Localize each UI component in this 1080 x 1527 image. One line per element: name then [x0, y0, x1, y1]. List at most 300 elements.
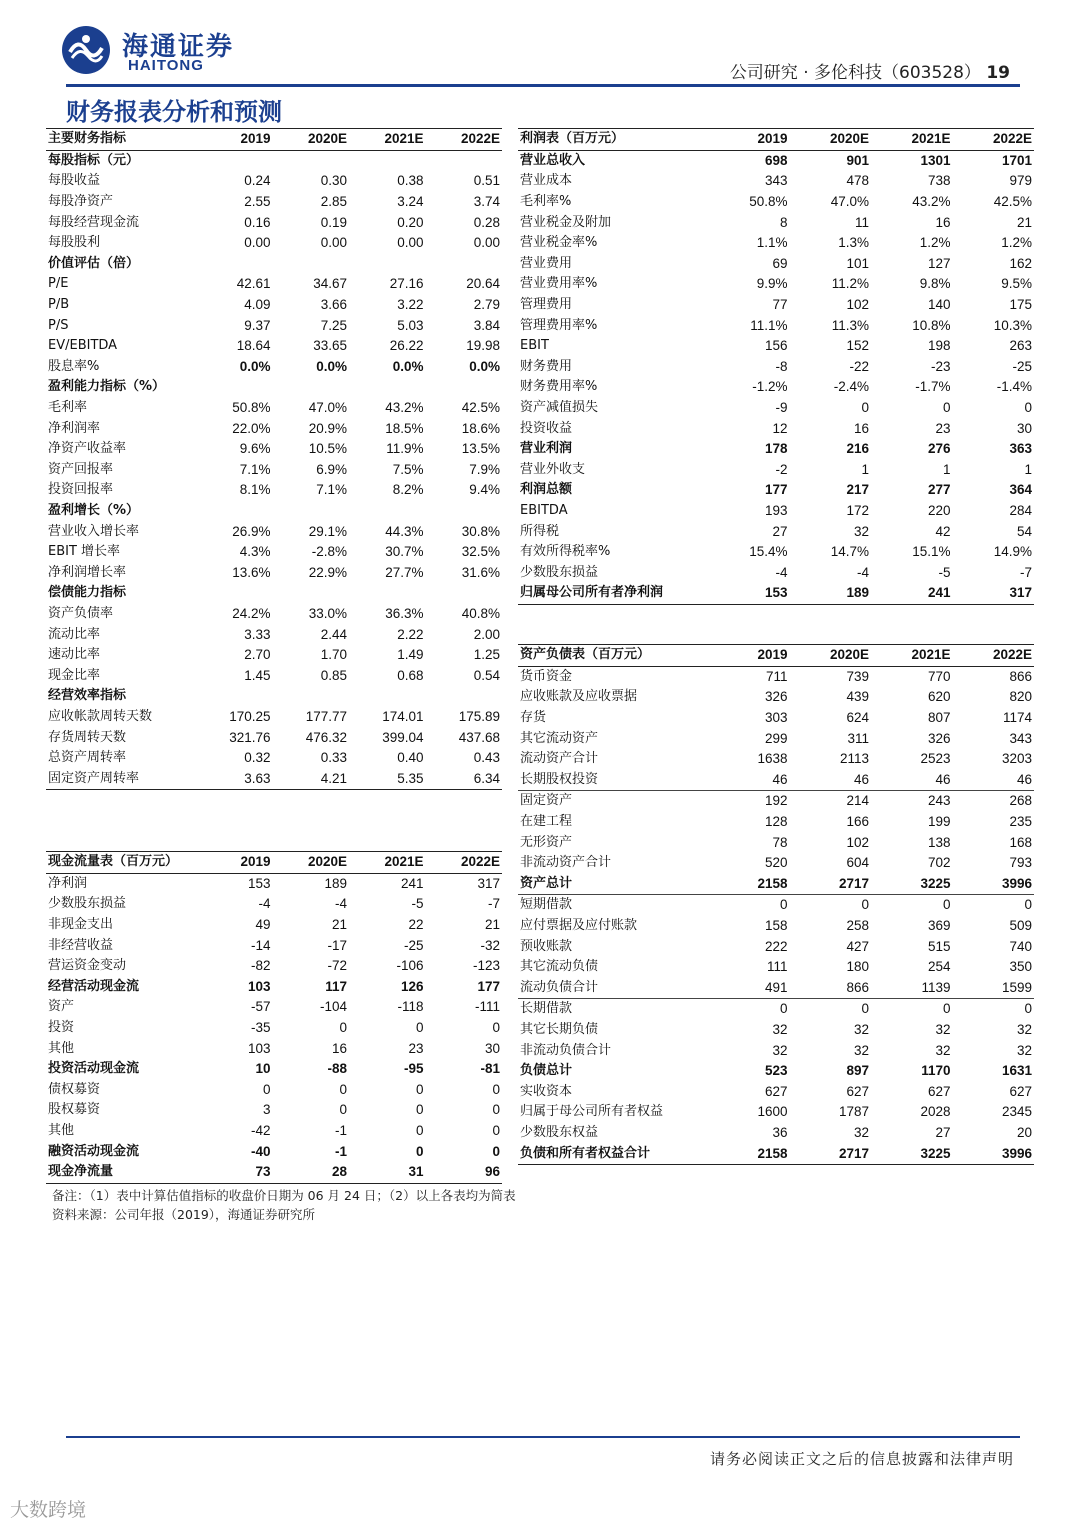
cell-value: 27 — [935, 1124, 951, 1140]
cell-value: 27.16 — [389, 276, 424, 292]
row-label: 少数股东损益 — [520, 564, 599, 580]
row-label: 资产负债率 — [48, 605, 114, 621]
row-label: 财务费用 — [520, 358, 573, 374]
cell-value: 46 — [772, 771, 788, 787]
cell-value: 153 — [247, 875, 271, 891]
haitong-logo-icon — [60, 24, 112, 76]
cell-value: 0.20 — [397, 214, 424, 230]
cell-value: 2717 — [790, 1143, 872, 1164]
cell-value: 0.68 — [397, 667, 424, 683]
table-row — [518, 832, 1034, 853]
cell-value — [349, 150, 426, 171]
cell-value: 18.6% — [461, 420, 500, 436]
data-source: 资料来源：公司年报（2019），海通证券研究所 — [52, 1207, 316, 1222]
table-row — [46, 357, 502, 378]
cell-value: 162 — [1009, 255, 1032, 271]
cell-value: 175.89 — [458, 708, 500, 724]
cell-value: 478 — [846, 173, 869, 189]
table-row — [518, 480, 1034, 501]
cell-value — [426, 377, 503, 398]
year-header: 2020E — [790, 129, 872, 151]
table-row — [518, 978, 1034, 999]
table-row — [518, 439, 1034, 460]
cell-value: 1638 — [757, 751, 788, 767]
cell-value: 437.68 — [458, 729, 500, 745]
cell-value: 702 — [927, 855, 951, 871]
page-number: 19 — [986, 63, 1010, 83]
cell-value: 42.5% — [993, 194, 1032, 210]
cell-value: 241 — [871, 583, 953, 604]
table-row — [518, 666, 1034, 687]
row-label: 资产回报率 — [48, 461, 114, 477]
cell-value: 15.4% — [749, 544, 788, 560]
row-label: 营业税金率% — [520, 235, 598, 251]
cell-value: 0 — [415, 1143, 424, 1159]
table-row — [518, 254, 1034, 275]
cell-value: 0 — [708, 895, 790, 916]
cell-value: 0.00 — [244, 235, 271, 251]
cell-value: 0 — [790, 895, 872, 916]
row-label: EBITDA — [520, 502, 568, 518]
cell-value: -95 — [403, 1061, 424, 1077]
cell-value: 30 — [1016, 420, 1032, 436]
table-row — [46, 377, 502, 398]
page-title: 财务报表分析和预测 — [66, 97, 282, 126]
table-row — [518, 336, 1034, 357]
cell-value: 54 — [1016, 523, 1032, 539]
cell-value: -2.4% — [833, 379, 869, 395]
cell-value: 311 — [847, 730, 869, 746]
table-row — [518, 999, 1034, 1020]
cell-value: -106 — [396, 958, 424, 974]
cell-value: 156 — [764, 338, 788, 354]
cell-value: 897 — [846, 1063, 869, 1079]
cell-value: -9 — [775, 400, 788, 416]
cell-value: 69 — [772, 255, 788, 271]
cell-value: 0 — [790, 999, 872, 1020]
row-label: 营业费用率% — [520, 276, 598, 292]
logo-text-cn: 海通证券 — [122, 32, 235, 62]
table-row — [46, 398, 502, 419]
table-row — [518, 853, 1034, 874]
table-row — [46, 521, 502, 542]
cell-value: 2.22 — [397, 626, 424, 642]
year-header: 2022E — [426, 129, 503, 151]
cell-value: 103 — [247, 978, 271, 994]
cell-value: 216 — [846, 441, 869, 457]
cell-value: 627 — [1009, 1083, 1032, 1099]
cell-value: 2.00 — [473, 626, 500, 642]
cell-value: 180 — [846, 959, 869, 975]
row-label: 少数股东权益 — [520, 1124, 599, 1140]
cell-value: 14.7% — [830, 544, 869, 560]
row-label: 盈利能力指标（%） — [48, 379, 166, 395]
cell-value — [349, 254, 426, 275]
cell-value: 1631 — [1001, 1063, 1032, 1079]
cell-value: 1.2% — [1001, 235, 1032, 251]
table-row — [518, 749, 1034, 770]
cell-value: 284 — [1009, 502, 1032, 518]
cell-value: 46 — [935, 771, 951, 787]
table-row — [518, 501, 1034, 522]
cell-value: 32 — [772, 1042, 788, 1058]
cell-value: 27.7% — [385, 564, 424, 580]
cell-value: 0 — [871, 999, 953, 1020]
table-row — [46, 624, 502, 645]
cell-value: 13.5% — [461, 441, 500, 457]
cell-value: 2158 — [708, 1143, 790, 1164]
cell-value: 0.43 — [473, 750, 500, 766]
cell-value: 49 — [255, 917, 271, 933]
table-row — [518, 791, 1034, 812]
cell-value: 740 — [1009, 938, 1032, 954]
table-row — [518, 150, 1034, 171]
cell-value: -1.7% — [915, 379, 951, 395]
year-header: 2020E — [790, 645, 872, 667]
cell-value — [426, 686, 503, 707]
row-label: 其它流动负债 — [520, 959, 599, 975]
cell-value: 102 — [846, 834, 869, 850]
cell-value: 0 — [415, 1020, 424, 1036]
cell-value: 343 — [764, 173, 788, 189]
cell-value — [196, 150, 273, 171]
row-label: 非经营收益 — [48, 937, 114, 953]
row-label: P/B — [48, 297, 70, 313]
cell-value: 321.76 — [229, 729, 271, 745]
cell-value: 9.4% — [469, 482, 500, 498]
table-row — [518, 295, 1034, 316]
cell-value: 2.44 — [320, 626, 347, 642]
table-row — [46, 956, 502, 977]
cell-value: 8.1% — [239, 482, 271, 498]
cell-value: 31 — [349, 1162, 426, 1183]
year-header: 2020E — [273, 129, 350, 151]
cell-value: 0 — [339, 1102, 347, 1118]
cell-value: 7.5% — [392, 461, 424, 477]
cell-value: 439 — [846, 689, 869, 705]
table-row — [518, 192, 1034, 213]
row-label: 所得税 — [520, 523, 560, 539]
cell-value: 1.49 — [397, 647, 424, 663]
year-header: 2019 — [196, 852, 273, 874]
cell-value: 8 — [779, 214, 788, 230]
table-row — [46, 894, 502, 915]
cell-value: 96 — [426, 1162, 503, 1183]
cell-value: 36.3% — [385, 605, 424, 621]
cell-value: 42.61 — [236, 276, 271, 292]
cell-value: 26.22 — [389, 338, 424, 354]
table-row — [518, 874, 1034, 895]
cell-value: 0.0% — [316, 358, 347, 374]
cell-value: -1.2% — [752, 379, 788, 395]
cell-value: 303 — [764, 710, 788, 726]
table-row — [518, 1123, 1034, 1144]
row-label: 营业税金及附加 — [520, 214, 612, 230]
row-label: 债权募资 — [48, 1081, 101, 1097]
cell-value: 34.67 — [313, 276, 347, 292]
cell-value: 0 — [492, 1020, 500, 1036]
cell-value: 0 — [708, 999, 790, 1020]
cell-value: 9.37 — [244, 317, 271, 333]
cell-value: 11.9% — [386, 441, 424, 457]
cell-value: -17 — [327, 937, 347, 953]
cell-value: 32 — [853, 1021, 869, 1037]
cell-value: -25 — [1012, 358, 1032, 374]
row-label: 价值评估（倍） — [48, 255, 140, 271]
row-label: 在建工程 — [520, 814, 573, 830]
cell-value: 42 — [935, 523, 951, 539]
cell-value: 0.0% — [392, 358, 424, 374]
table-row — [518, 957, 1034, 978]
row-label: 股息率% — [48, 358, 100, 374]
table-row — [518, 770, 1034, 791]
table-row — [518, 708, 1034, 729]
cell-value: 369 — [927, 918, 951, 934]
row-label: 经营活动现金流 — [48, 978, 140, 994]
cell-value: 14.9% — [993, 544, 1032, 560]
cell-value: 198 — [927, 338, 951, 354]
cell-value: 101 — [846, 255, 869, 271]
cell-value: 12 — [772, 420, 788, 436]
cell-value: 22.9% — [308, 564, 347, 580]
cell-value: 820 — [1009, 689, 1032, 705]
cell-value: 16 — [853, 420, 869, 436]
table-title: 利润表（百万元） — [518, 129, 708, 151]
cell-value: -81 — [480, 1061, 500, 1077]
table-row — [46, 997, 502, 1018]
cell-value: 627 — [764, 1083, 788, 1099]
cell-value: 127 — [927, 255, 951, 271]
row-label: 资产 — [48, 999, 75, 1015]
cell-value — [349, 501, 426, 522]
row-label: EBIT 增长率 — [48, 544, 121, 560]
cell-value: 153 — [708, 583, 790, 604]
cell-value: 42.5% — [461, 400, 500, 416]
cell-value: 866 — [1009, 668, 1032, 684]
year-header: 2019 — [708, 645, 790, 667]
cell-value: -118 — [397, 999, 424, 1015]
cell-value: 6.9% — [316, 461, 347, 477]
row-label: 存货 — [520, 710, 547, 726]
cell-value: -40 — [250, 1143, 271, 1159]
cell-value: -7 — [1019, 564, 1032, 580]
footer-divider — [66, 1436, 1020, 1438]
row-label: 流动比率 — [48, 626, 101, 642]
year-header: 2021E — [871, 645, 953, 667]
cell-value: 0.16 — [244, 214, 271, 230]
cell-value: 33.65 — [313, 338, 347, 354]
cell-value: 2.70 — [244, 647, 271, 663]
table-row — [46, 583, 502, 604]
table-row — [46, 686, 502, 707]
cell-value: 241 — [400, 875, 424, 891]
table-header-row — [518, 645, 1034, 667]
cell-value — [273, 501, 350, 522]
cell-value: 3.66 — [320, 297, 347, 313]
row-label: 应收账款及应收票据 — [520, 689, 638, 705]
table-title: 主要财务指标 — [46, 129, 196, 151]
table-row — [518, 728, 1034, 749]
row-label: 现金比率 — [48, 667, 101, 683]
table-row — [46, 768, 502, 789]
table-row — [518, 895, 1034, 916]
cell-value: -1 — [334, 1123, 347, 1139]
cell-value: 10 — [255, 1061, 271, 1077]
table-row — [46, 212, 502, 233]
cell-value: 1.1% — [756, 235, 788, 251]
cell-value: 175 — [1009, 297, 1032, 313]
row-label: 无形资产 — [520, 834, 573, 850]
cell-value: 20.9% — [308, 420, 347, 436]
cell-value: -4 — [856, 564, 869, 580]
row-label: 应付票据及应付账款 — [520, 918, 638, 934]
cell-value — [349, 686, 426, 707]
cell-value: 43.2% — [912, 194, 951, 210]
cell-value: 2.55 — [244, 194, 271, 210]
row-label: 归属母公司所有者净利润 — [518, 583, 708, 604]
cell-value: 32 — [1016, 1042, 1032, 1058]
table-row — [46, 542, 502, 563]
table-row — [46, 562, 502, 583]
row-label: 长期股权投资 — [520, 771, 599, 787]
cell-value: 399.04 — [382, 729, 424, 745]
row-label: 营业总收入 — [520, 152, 586, 168]
cell-value: 9.5% — [1001, 276, 1032, 292]
cell-value — [273, 150, 350, 171]
cell-value: 4.09 — [244, 297, 271, 313]
cell-value: 0 — [262, 1081, 271, 1097]
cell-value: 170.25 — [229, 708, 271, 724]
row-label: 盈利增长（%） — [48, 502, 140, 518]
table-row — [46, 1038, 502, 1059]
watermark-text: 大数跨境 — [10, 1499, 87, 1521]
cell-value: 192 — [708, 791, 790, 812]
cell-value: 20.64 — [466, 276, 500, 292]
cell-value: 11.2% — [831, 276, 869, 292]
cell-value: 235 — [1009, 814, 1032, 830]
cell-value: 1139 — [921, 979, 951, 995]
year-header: 2021E — [349, 852, 426, 874]
cell-value — [273, 686, 350, 707]
table-row — [518, 812, 1034, 833]
cell-value: 19.98 — [466, 338, 500, 354]
cell-value — [273, 254, 350, 275]
cell-value: 698 — [764, 152, 788, 168]
cell-value: 0.30 — [320, 173, 347, 189]
cell-value: 317 — [477, 875, 500, 891]
cell-value: 11.1% — [750, 317, 788, 333]
cell-value: 1 — [861, 461, 869, 477]
cell-value: 0 — [1024, 400, 1032, 416]
cell-value: 220 — [927, 502, 951, 518]
cell-value: -82 — [250, 958, 271, 974]
cell-value: 6.34 — [426, 768, 503, 789]
row-label: 净利润增长率 — [48, 564, 127, 580]
cell-value: 30 — [484, 1040, 500, 1056]
cell-value: 0 — [415, 1123, 424, 1139]
table-row — [518, 916, 1034, 937]
cell-value — [196, 686, 273, 707]
cell-value: 4.21 — [273, 768, 350, 789]
cell-value: 36 — [772, 1124, 788, 1140]
table-row — [46, 1100, 502, 1121]
cell-value: 2.79 — [473, 297, 500, 313]
cell-value — [426, 583, 503, 604]
table-row — [518, 233, 1034, 254]
cell-value: 0 — [339, 1081, 347, 1097]
cell-value: 23 — [935, 420, 951, 436]
table-row — [518, 1102, 1034, 1123]
year-header: 2021E — [871, 129, 953, 151]
cell-value: 326 — [927, 730, 951, 746]
cell-value: 1 — [1024, 461, 1032, 477]
cell-value: 189 — [790, 583, 872, 604]
row-label: 其它长期负债 — [520, 1021, 599, 1037]
cell-value: 4.3% — [239, 544, 271, 560]
table-note: 备注：（1）表中计算估值指标的收盘价日期为 06 月 24 日；（2）以上各表均为简表 — [52, 1188, 516, 1203]
cell-value: 5.35 — [349, 768, 426, 789]
cell-value: 3 — [262, 1102, 271, 1118]
cell-value: 32 — [853, 1042, 869, 1058]
table-row — [46, 977, 502, 998]
cell-value: -42 — [250, 1123, 271, 1139]
cell-value: 509 — [1009, 918, 1032, 934]
row-label: 预收账款 — [520, 938, 573, 954]
cell-value: -1.4% — [996, 379, 1032, 395]
cell-value: 277 — [927, 482, 951, 498]
cell-value: 32.5% — [461, 544, 500, 560]
cell-value: 7.25 — [320, 317, 347, 333]
cell-value: -25 — [403, 937, 424, 953]
table-row — [518, 542, 1034, 563]
cell-value: 28 — [273, 1162, 350, 1183]
cell-value: 491 — [764, 979, 788, 995]
row-label: 有效所得税率% — [520, 544, 611, 560]
row-label: 固定资产 — [518, 791, 708, 812]
cell-value: 177 — [477, 978, 500, 994]
cell-value: 0 — [492, 1081, 500, 1097]
income-statement-table — [518, 128, 1034, 605]
row-label: 少数股东损益 — [48, 896, 127, 912]
row-label: 其它流动资产 — [520, 730, 599, 746]
cell-value: 15.1% — [912, 544, 951, 560]
cell-value: 32 — [853, 1124, 869, 1140]
cell-value: 1701 — [1001, 152, 1032, 168]
row-label: 偿债能力指标 — [48, 585, 127, 601]
row-label: 资产总计 — [520, 875, 573, 891]
cell-value: 44.3% — [385, 523, 424, 539]
cell-value: 770 — [927, 668, 951, 684]
cell-value: 3203 — [1001, 751, 1032, 767]
row-label: 短期借款 — [518, 895, 708, 916]
cell-value: 29.1% — [308, 523, 347, 539]
row-label: 速动比率 — [48, 647, 101, 663]
cell-value: -5 — [411, 896, 424, 912]
cell-value: -57 — [250, 999, 271, 1015]
table-row — [46, 727, 502, 748]
cell-value — [196, 501, 273, 522]
cell-value: 46 — [1016, 771, 1032, 787]
cell-value: 263 — [1009, 338, 1032, 354]
cell-value: 1600 — [757, 1104, 788, 1120]
cell-value: 1 — [942, 461, 951, 477]
cell-value — [196, 254, 273, 275]
cell-value: 178 — [764, 441, 788, 457]
cell-value: 1599 — [1001, 979, 1032, 995]
row-label: 流动资产合计 — [520, 751, 599, 767]
table-row — [518, 315, 1034, 336]
cell-value: 807 — [927, 710, 951, 726]
